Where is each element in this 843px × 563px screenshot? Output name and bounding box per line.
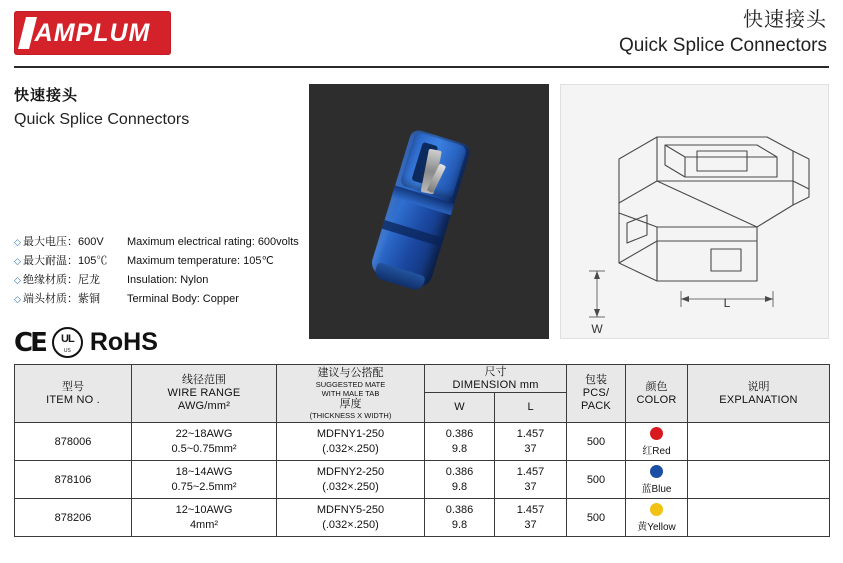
cell-dim-l-mm: 37 (524, 442, 537, 455)
cell-dim-l-mm: 37 (524, 518, 537, 531)
cell-mate-model: MDFNY2-250 (316, 465, 385, 478)
header-titles (619, 8, 827, 58)
col-explanation (688, 365, 830, 423)
spec-label-cn: 绝缘材质：尼龙 (23, 274, 100, 286)
col-wire-range-unit: AWG/mm² (177, 400, 231, 412)
company-logo (14, 11, 171, 55)
cell-item-no: 878206 (15, 499, 132, 537)
col-wire-range (132, 365, 277, 423)
cell-dim-w-mm: 9.8 (451, 518, 468, 531)
spec-item (14, 290, 304, 309)
cell-explanation (688, 423, 830, 461)
cell-dim-l (495, 461, 567, 499)
cell-wire-range (132, 499, 277, 537)
cell-wire-awg: 12~10AWG (175, 503, 233, 516)
cell-color (626, 423, 688, 461)
spec-item (14, 271, 304, 290)
spec-list (14, 233, 304, 309)
cell-dim-w-mm: 9.8 (451, 442, 468, 455)
cell-wire-range (132, 423, 277, 461)
cell-color (626, 461, 688, 499)
spec-label-en: Maximum temperature: 105℃ (127, 255, 274, 267)
spec-table (14, 364, 830, 537)
col-explanation-cn: 说明 (747, 380, 770, 393)
cell-item-no: 878106 (15, 461, 132, 499)
table-row (15, 423, 830, 461)
header-divider (14, 66, 829, 68)
cell-mate-thickness: (.032×.250) (322, 518, 379, 531)
product-name-cn: 快速接头 (14, 87, 79, 104)
ul-mark-icon (52, 327, 83, 358)
col-color-en: COLOR (636, 393, 677, 406)
table-header (15, 365, 830, 423)
table-header-row-1 (15, 365, 830, 393)
cell-wire-mm: 0.75~2.5mm² (171, 480, 237, 493)
col-mate-cn2: 厚度 (339, 398, 362, 410)
col-dimension-cn: 尺寸 (484, 365, 507, 378)
table-row (15, 499, 830, 537)
cell-dim-w (425, 499, 495, 537)
rohs-mark-text: RoHS (89, 328, 158, 356)
cell-dim-w-in: 0.386 (445, 427, 474, 440)
color-swatch-icon (650, 465, 663, 478)
bullet-icon: ◇ (14, 294, 21, 304)
spec-label-cn: 最大耐温：105℃ (23, 255, 108, 267)
cell-wire-awg: 22~18AWG (175, 427, 233, 440)
cell-explanation (688, 461, 830, 499)
bullet-icon: ◇ (14, 256, 21, 266)
col-pack (567, 365, 626, 423)
logo-text: AMPLUM (34, 18, 151, 47)
ce-mark-icon: CE (14, 327, 45, 358)
col-color (626, 365, 688, 423)
col-dimension-w: W (425, 393, 495, 423)
col-pack-en1: PCS/ (582, 387, 610, 399)
cell-wire-mm: 0.5~0.75mm² (171, 442, 237, 455)
color-label: 黄Yellow (637, 521, 676, 533)
cell-dim-l-mm: 37 (524, 480, 537, 493)
product-photo (309, 84, 549, 339)
product-name-en: Quick Splice Connectors (14, 111, 190, 128)
cell-dim-l-in: 1.457 (516, 503, 545, 516)
spec-label-en: Terminal Body: Copper (127, 293, 239, 305)
cell-mate-thickness: (.032×.250) (322, 442, 379, 455)
col-item-no-en: ITEM NO . (46, 393, 100, 406)
col-wire-range-cn: 线径范围 (182, 374, 226, 386)
cell-explanation (688, 499, 830, 537)
bullet-icon: ◇ (14, 237, 21, 247)
color-label: 红Red (642, 445, 671, 457)
col-wire-range-en: WIRE RANGE (167, 387, 241, 399)
cell-wire-awg: 18~14AWG (175, 465, 233, 478)
header-title-cn: 快速接头 (743, 9, 827, 31)
col-mate-cn: 建议与公搭配 (317, 367, 384, 379)
page-header (0, 0, 843, 68)
col-item-no (15, 365, 132, 423)
technical-drawing (560, 84, 829, 339)
technical-drawing-svg (561, 85, 830, 340)
header-title-en: Quick Splice Connectors (618, 35, 827, 56)
cell-mate-model: MDFNY5-250 (316, 503, 385, 516)
cell-wire-range (132, 461, 277, 499)
cell-wire-mm: 4mm² (189, 518, 219, 531)
col-mate-en3: (THICKNESS X WIDTH) (309, 411, 392, 420)
cell-pack: 500 (567, 461, 626, 499)
product-info-column (14, 84, 304, 358)
cell-mate (277, 461, 425, 499)
color-label: 蓝Blue (641, 483, 672, 495)
col-pack-en2: PACK (581, 400, 611, 412)
cell-dim-w (425, 423, 495, 461)
cell-color (626, 499, 688, 537)
cell-mate-model: MDFNY1-250 (316, 427, 385, 440)
color-swatch-icon (650, 427, 663, 440)
spec-label-cn: 最大电压：600V (23, 236, 104, 248)
connector-illustration (352, 123, 503, 299)
spec-table-wrapper (14, 364, 829, 537)
cell-dim-l-in: 1.457 (516, 465, 545, 478)
cell-dim-l (495, 499, 567, 537)
spec-label-en: Insulation: Nylon (127, 274, 209, 286)
col-mate-en2: WITH MALE TAB (321, 389, 380, 398)
drawing-label-l: L (723, 296, 731, 310)
col-mate-en1: SUGGESTED MATE (315, 380, 386, 389)
cell-dim-l-in: 1.457 (516, 427, 545, 440)
cell-pack: 500 (567, 499, 626, 537)
spec-item (14, 252, 304, 271)
col-dimension (425, 365, 567, 393)
col-explanation-en: EXPLANATION (719, 393, 798, 406)
spec-label-cn: 端头材质：紫铜 (23, 293, 100, 305)
col-pack-cn: 包装 (585, 374, 607, 386)
col-dimension-en: DIMENSION mm (452, 378, 539, 391)
cell-mate (277, 423, 425, 461)
ul-mark-text: UL (61, 333, 74, 345)
certification-marks (14, 327, 304, 358)
cell-item-no: 878006 (15, 423, 132, 461)
col-item-no-cn: 型号 (62, 380, 84, 393)
cell-dim-w (425, 461, 495, 499)
cell-mate-thickness: (.032×.250) (322, 480, 379, 493)
col-dimension-l: L (495, 393, 567, 423)
spec-label-en: Maximum electrical rating: 600volts (127, 236, 299, 248)
table-body (15, 423, 830, 537)
cell-mate (277, 499, 425, 537)
bullet-icon: ◇ (14, 275, 21, 285)
cell-dim-w-mm: 9.8 (451, 480, 468, 493)
col-color-cn: 颜色 (645, 380, 668, 393)
cell-pack: 500 (567, 423, 626, 461)
cell-dim-w-in: 0.386 (445, 503, 474, 516)
table-row (15, 461, 830, 499)
drawing-label-w: W (591, 322, 603, 336)
cell-dim-w-in: 0.386 (445, 465, 474, 478)
cell-dim-l (495, 423, 567, 461)
spec-item (14, 233, 304, 252)
ul-mark-subtext: US (63, 348, 71, 354)
color-swatch-icon (650, 503, 663, 516)
col-suggested-mate (277, 365, 425, 423)
